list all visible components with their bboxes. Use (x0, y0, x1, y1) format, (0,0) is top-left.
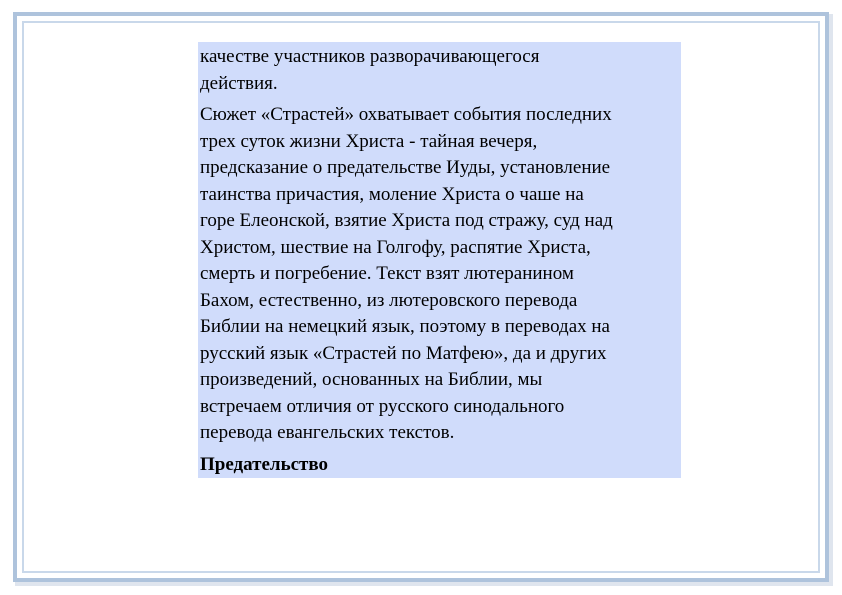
paragraph-main (200, 102, 679, 447)
section-heading: Предательство (200, 453, 329, 475)
text-line: русский язык «Страстей по Матфею», да и других (200, 342, 607, 364)
text-line: произведений, основанных на Библии, мы (200, 369, 543, 390)
text-line: смерть и погребение. Текст взят лютеранином (200, 263, 574, 284)
text-line: встречаем отличия от русского синодального (200, 395, 565, 417)
text-line: предсказание о предательстве Иуды, установление (200, 157, 611, 178)
text-line: Христом, шествие на Голгофу, распятие Христа, (200, 236, 591, 258)
text-line: таинства причастия, моление Христа о чаше на (200, 183, 584, 205)
text-line: перевода евангельских текстов. (200, 422, 455, 443)
text-line: трех суток жизни Христа - тайная вечеря, (200, 130, 538, 152)
text-line: действия. (200, 72, 278, 94)
text-line: Библии на немецкий язык, поэтому в переводах на (200, 316, 610, 337)
text-line: Сюжет «Страстей» охватывает события последних (200, 104, 612, 125)
paragraph-continued (200, 44, 679, 97)
text-line: Бахом, естественно, из лютеровского перевода (200, 289, 578, 311)
text-line: качестве участников разворачивающегося (200, 46, 540, 67)
frame-shadow-bottom (15, 582, 833, 586)
frame-shadow-right (829, 14, 833, 584)
text-line: горе Елеонской, взятие Христа под стражу, суд над (200, 210, 613, 231)
text-box[interactable] (198, 42, 681, 478)
